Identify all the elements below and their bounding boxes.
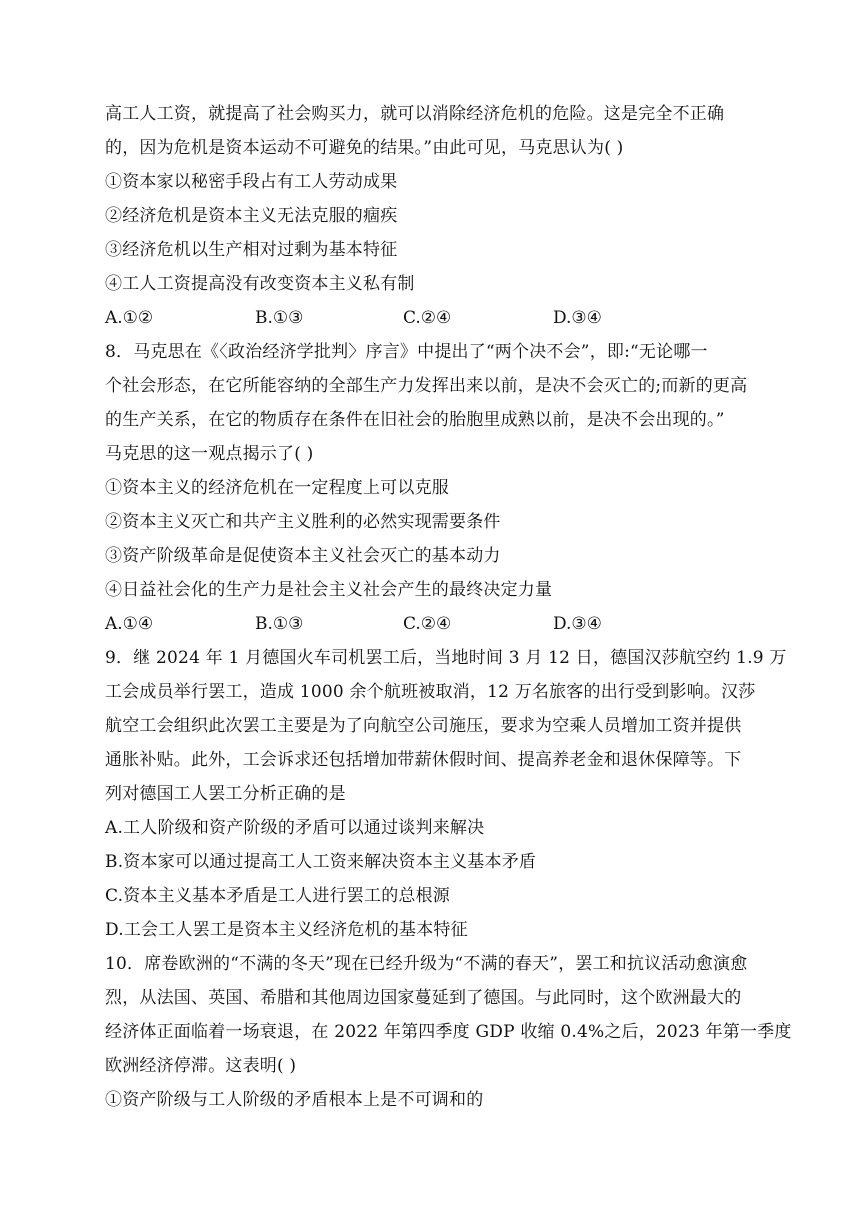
q7-option-b: B.①③ — [255, 308, 304, 328]
q10-stem-line-2: 烈，从法国、英国、希腊和其他周边国家蔓延到了德国。与此同时，这个欧洲最大的 — [105, 988, 742, 1008]
q7-option-a: A.①② — [105, 308, 154, 328]
q8-statement-2: ②资本主义灭亡和共产主义胜利的必然实现需要条件 — [105, 512, 501, 532]
q8-option-c: C.②④ — [403, 614, 452, 634]
q10-stem-line-4: 欧洲经济停滞。这表明( ) — [105, 1056, 297, 1076]
q8-stem-line-1: 8．马克思在《〈政治经济学批判〉序言》中提出了“两个决不会”，即:“无论哪一 — [105, 342, 708, 362]
q10-stem-line-3: 经济体正面临着一场衰退，在 2022 年第四季度 GDP 收缩 0.4%之后，2023 年第一季度 — [105, 1022, 792, 1042]
q8-stem-line-3: 的生产关系，在它的物质存在条件在旧社会的胎胞里成熟以前，是决不会出现的。” — [105, 410, 725, 430]
q7-statement-1: ①资本家以秘密手段占有工人劳动成果 — [105, 172, 398, 192]
q10-stem-line-1: 10．席卷欧洲的“不满的冬天”现在已经升级为“不满的春天”，罢工和抗议活动愈演愈 — [105, 954, 748, 974]
q10-statement-1: ①资产阶级与工人阶级的矛盾根本上是不可调和的 — [105, 1090, 484, 1110]
q8-stem-line-2: 个社会形态，在它所能容纳的全部生产力发挥出来以前，是决不会灭亡的;而新的更高 — [105, 376, 748, 396]
q7-statement-2: ②经济危机是资本主义无法克服的痼疾 — [105, 206, 398, 226]
q8-option-b: B.①③ — [255, 614, 304, 634]
q7-option-c: C.②④ — [403, 308, 452, 328]
q7-stem-line-1: 高工人工资，就提高了社会购买力，就可以消除经济危机的危险。这是完全不正确 — [105, 104, 725, 124]
q9-option-c: C.资本主义基本矛盾是工人进行罢工的总根源 — [105, 886, 451, 906]
q8-option-a: A.①④ — [105, 614, 154, 634]
q8-option-d: D.③④ — [553, 614, 602, 634]
q7-option-d: D.③④ — [553, 308, 602, 328]
q8-statement-1: ①资本主义的经济危机在一定程度上可以克服 — [105, 478, 449, 498]
q7-statement-4: ④工人工资提高没有改变资本主义私有制 — [105, 274, 415, 294]
q8-statement-4: ④日益社会化的生产力是社会主义社会产生的最终决定力量 — [105, 580, 553, 600]
q9-option-d: D.工会工人罢工是资本主义经济危机的基本特征 — [105, 920, 468, 940]
q9-stem-line-4: 通胀补贴。此外，工会诉求还包括增加带薪休假时间、提高养老金和退休保障等。下 — [105, 750, 742, 770]
q8-stem-line-4: 马克思的这一观点揭示了( ) — [105, 444, 314, 464]
q9-stem-line-5: 列对德国工人罢工分析正确的是 — [105, 784, 346, 804]
q7-stem-line-2: 的，因为危机是资本运动不可避免的结果。”由此可见，马克思认为( ) — [105, 138, 624, 158]
q8-statement-3: ③资产阶级革命是促使资本主义社会灭亡的基本动力 — [105, 546, 501, 566]
q9-stem-line-2: 工会成员举行罢工，造成 1000 余个航班被取消，12 万名旅客的出行受到影响。汉莎 — [105, 682, 756, 702]
q9-stem-line-3: 航空工会组织此次罢工主要是为了向航空公司施压，要求为空乘人员增加工资并提供 — [105, 716, 742, 736]
q9-option-b: B.资本家可以通过提高工人工资来解决资本主义基本矛盾 — [105, 852, 537, 872]
q7-statement-3: ③经济危机以生产相对过剩为基本特征 — [105, 240, 398, 260]
q9-stem-line-1: 9．继 2024 年 1 月德国火车司机罢工后，当地时间 3 月 12 日，德国汉莎航空约 1.9 万 — [105, 648, 787, 668]
q9-option-a: A.工人阶级和资产阶级的矛盾可以通过谈判来解决 — [105, 818, 485, 838]
